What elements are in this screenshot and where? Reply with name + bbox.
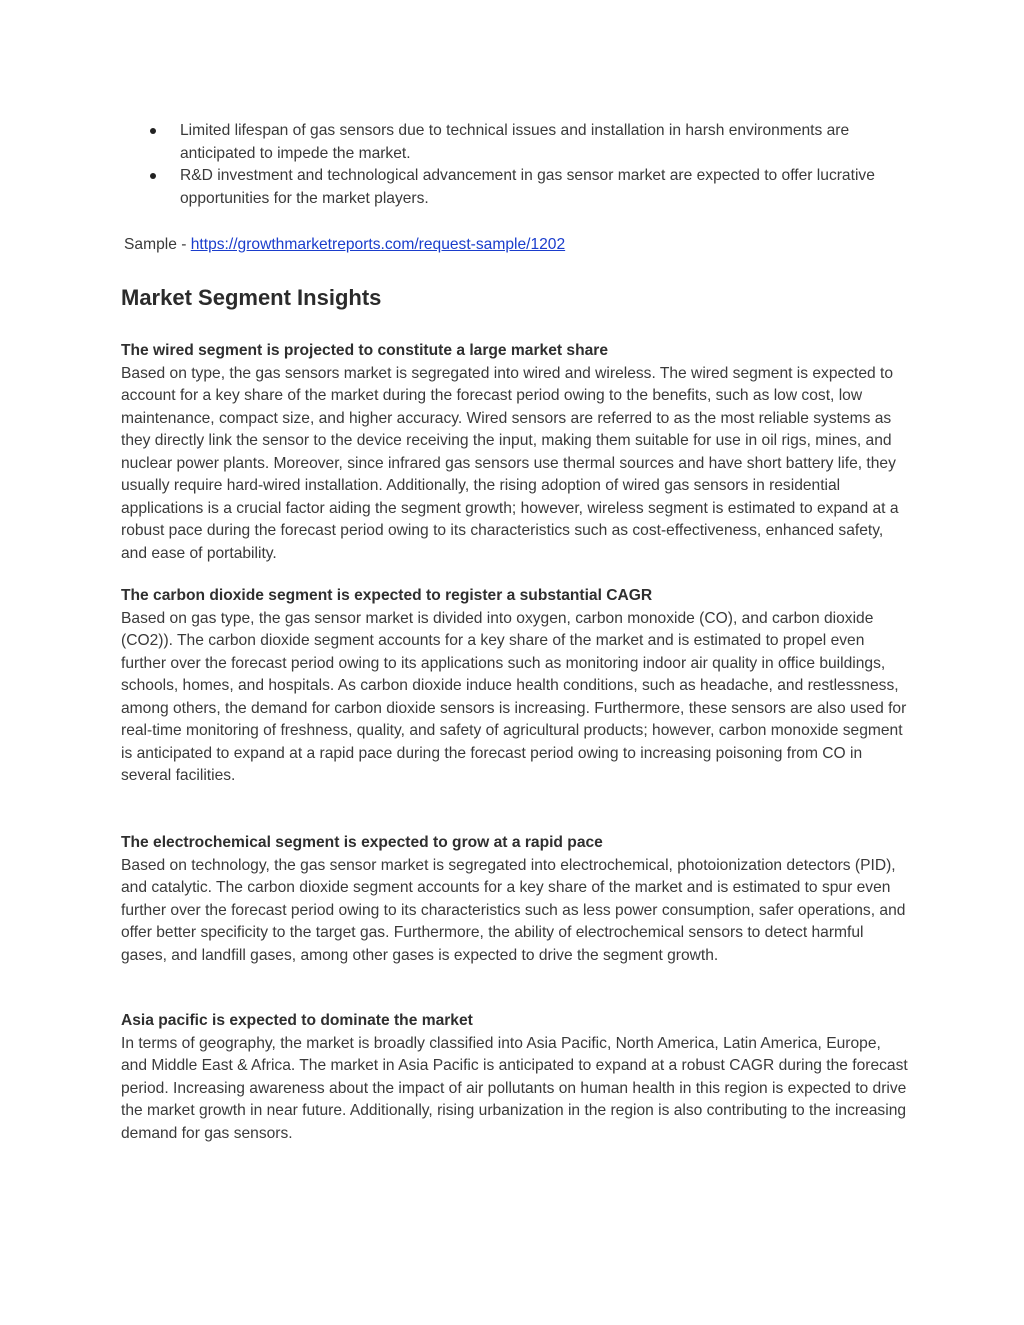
sample-line	[124, 234, 565, 257]
bullet-dot-icon	[150, 128, 156, 134]
bullet-dot-icon	[150, 173, 156, 179]
section-heading: The wired segment is projected to constitute a large market share	[121, 342, 609, 359]
sample-label: Sample -	[124, 236, 191, 253]
section-heading: Asia pacific is expected to dominate the market	[121, 1012, 473, 1029]
section-carbon-dioxide	[121, 585, 911, 788]
section-wired	[121, 340, 911, 565]
sample-link[interactable]: https://growthmarketreports.com/request-sample/1202	[190, 236, 566, 253]
section-electrochemical	[121, 832, 911, 967]
section-body: Based on technology, the gas sensor market is segregated into electrochemical, photoionization detectors (PID), and catalytic. The carbon dioxide segment accounts for a key share of the market and is estimated to spur even further over the forecast period owing to its characteristics such as less power consumption, safer operations, and offer better specificity to the target gas. Furthermore, the ability of electrochemical sensors to detect harmful gases, and landfill gases, among other gases is expected to drive the segment growth.	[121, 856, 906, 964]
section-body: Based on gas type, the gas sensor market is divided into oxygen, carbon monoxide (CO), and carbon dioxide (CO2)). The carbon dioxide segment accounts for a key share of the market and is estimated to propel even further over the forecast period owing to its applications such as monitoring indoor air quality in office buildings, schools, homes, and hospitals. As carbon dioxide induce health conditions, such as headache, and restlessness, among others, the demand for carbon dioxide sensors is increasing. Furthermore, these sensors are also used for real-time monitoring of freshness, quality, and safety of agricultural products; however, carbon monoxide segment is anticipated to expand at a rapid pace during the forecast period owing to increasing poisoning from CO in several facilities.	[121, 609, 907, 784]
bullet-list	[150, 120, 910, 210]
section-body: In terms of geography, the market is broadly classified into Asia Pacific, North America, Latin America, Europe, and Middle East & Africa. The market in Asia Pacific is anticipated to expand at a robust CAGR during the forecast period. Increasing awareness about the impact of air pollutants on human health in this region is expected to drive the market growth in near future. Additionally, rising urbanization in the region is also contributing to the increasing demand for gas sensors.	[121, 1034, 908, 1142]
bullet-item	[150, 165, 910, 210]
section-heading: The electrochemical segment is expected to grow at a rapid pace	[121, 834, 603, 851]
section-asia-pacific	[121, 1010, 911, 1145]
bullet-item	[150, 120, 910, 165]
section-heading: The carbon dioxide segment is expected to register a substantial CAGR	[121, 587, 653, 604]
page-title: Market Segment Insights	[121, 285, 382, 310]
section-body: Based on type, the gas sensors market is segregated into wired and wireless. The wired segment is expected to account for a key share of the market during the forecast period owing to the benefits, such as low cost, low maintenance, compact size, and higher accuracy. Wired sensors are referred to as the most reliable systems as they directly link the sensor to the device receiving the input, making them suitable for use in oil rigs, mines, and nuclear power plants. Moreover, since infrared gas sensors use thermal sources and have short battery life, they usually require hard-wired installation. Additionally, the rising adoption of wired gas sensors in residential applications is a crucial factor aiding the segment growth; however, wireless segment is estimated to expand at a robust pace during the forecast period owing to its characteristics such as cost-effectiveness, enhanced safety, and ease of portability.	[121, 364, 899, 562]
bullet-text: Limited lifespan of gas sensors due to technical issues and installation in harsh environments are anticipated to impede the market.	[180, 122, 850, 162]
bullet-text: R&D investment and technological advancement in gas sensor market are expected to offer lucrative opportunities for the market players.	[180, 167, 875, 207]
